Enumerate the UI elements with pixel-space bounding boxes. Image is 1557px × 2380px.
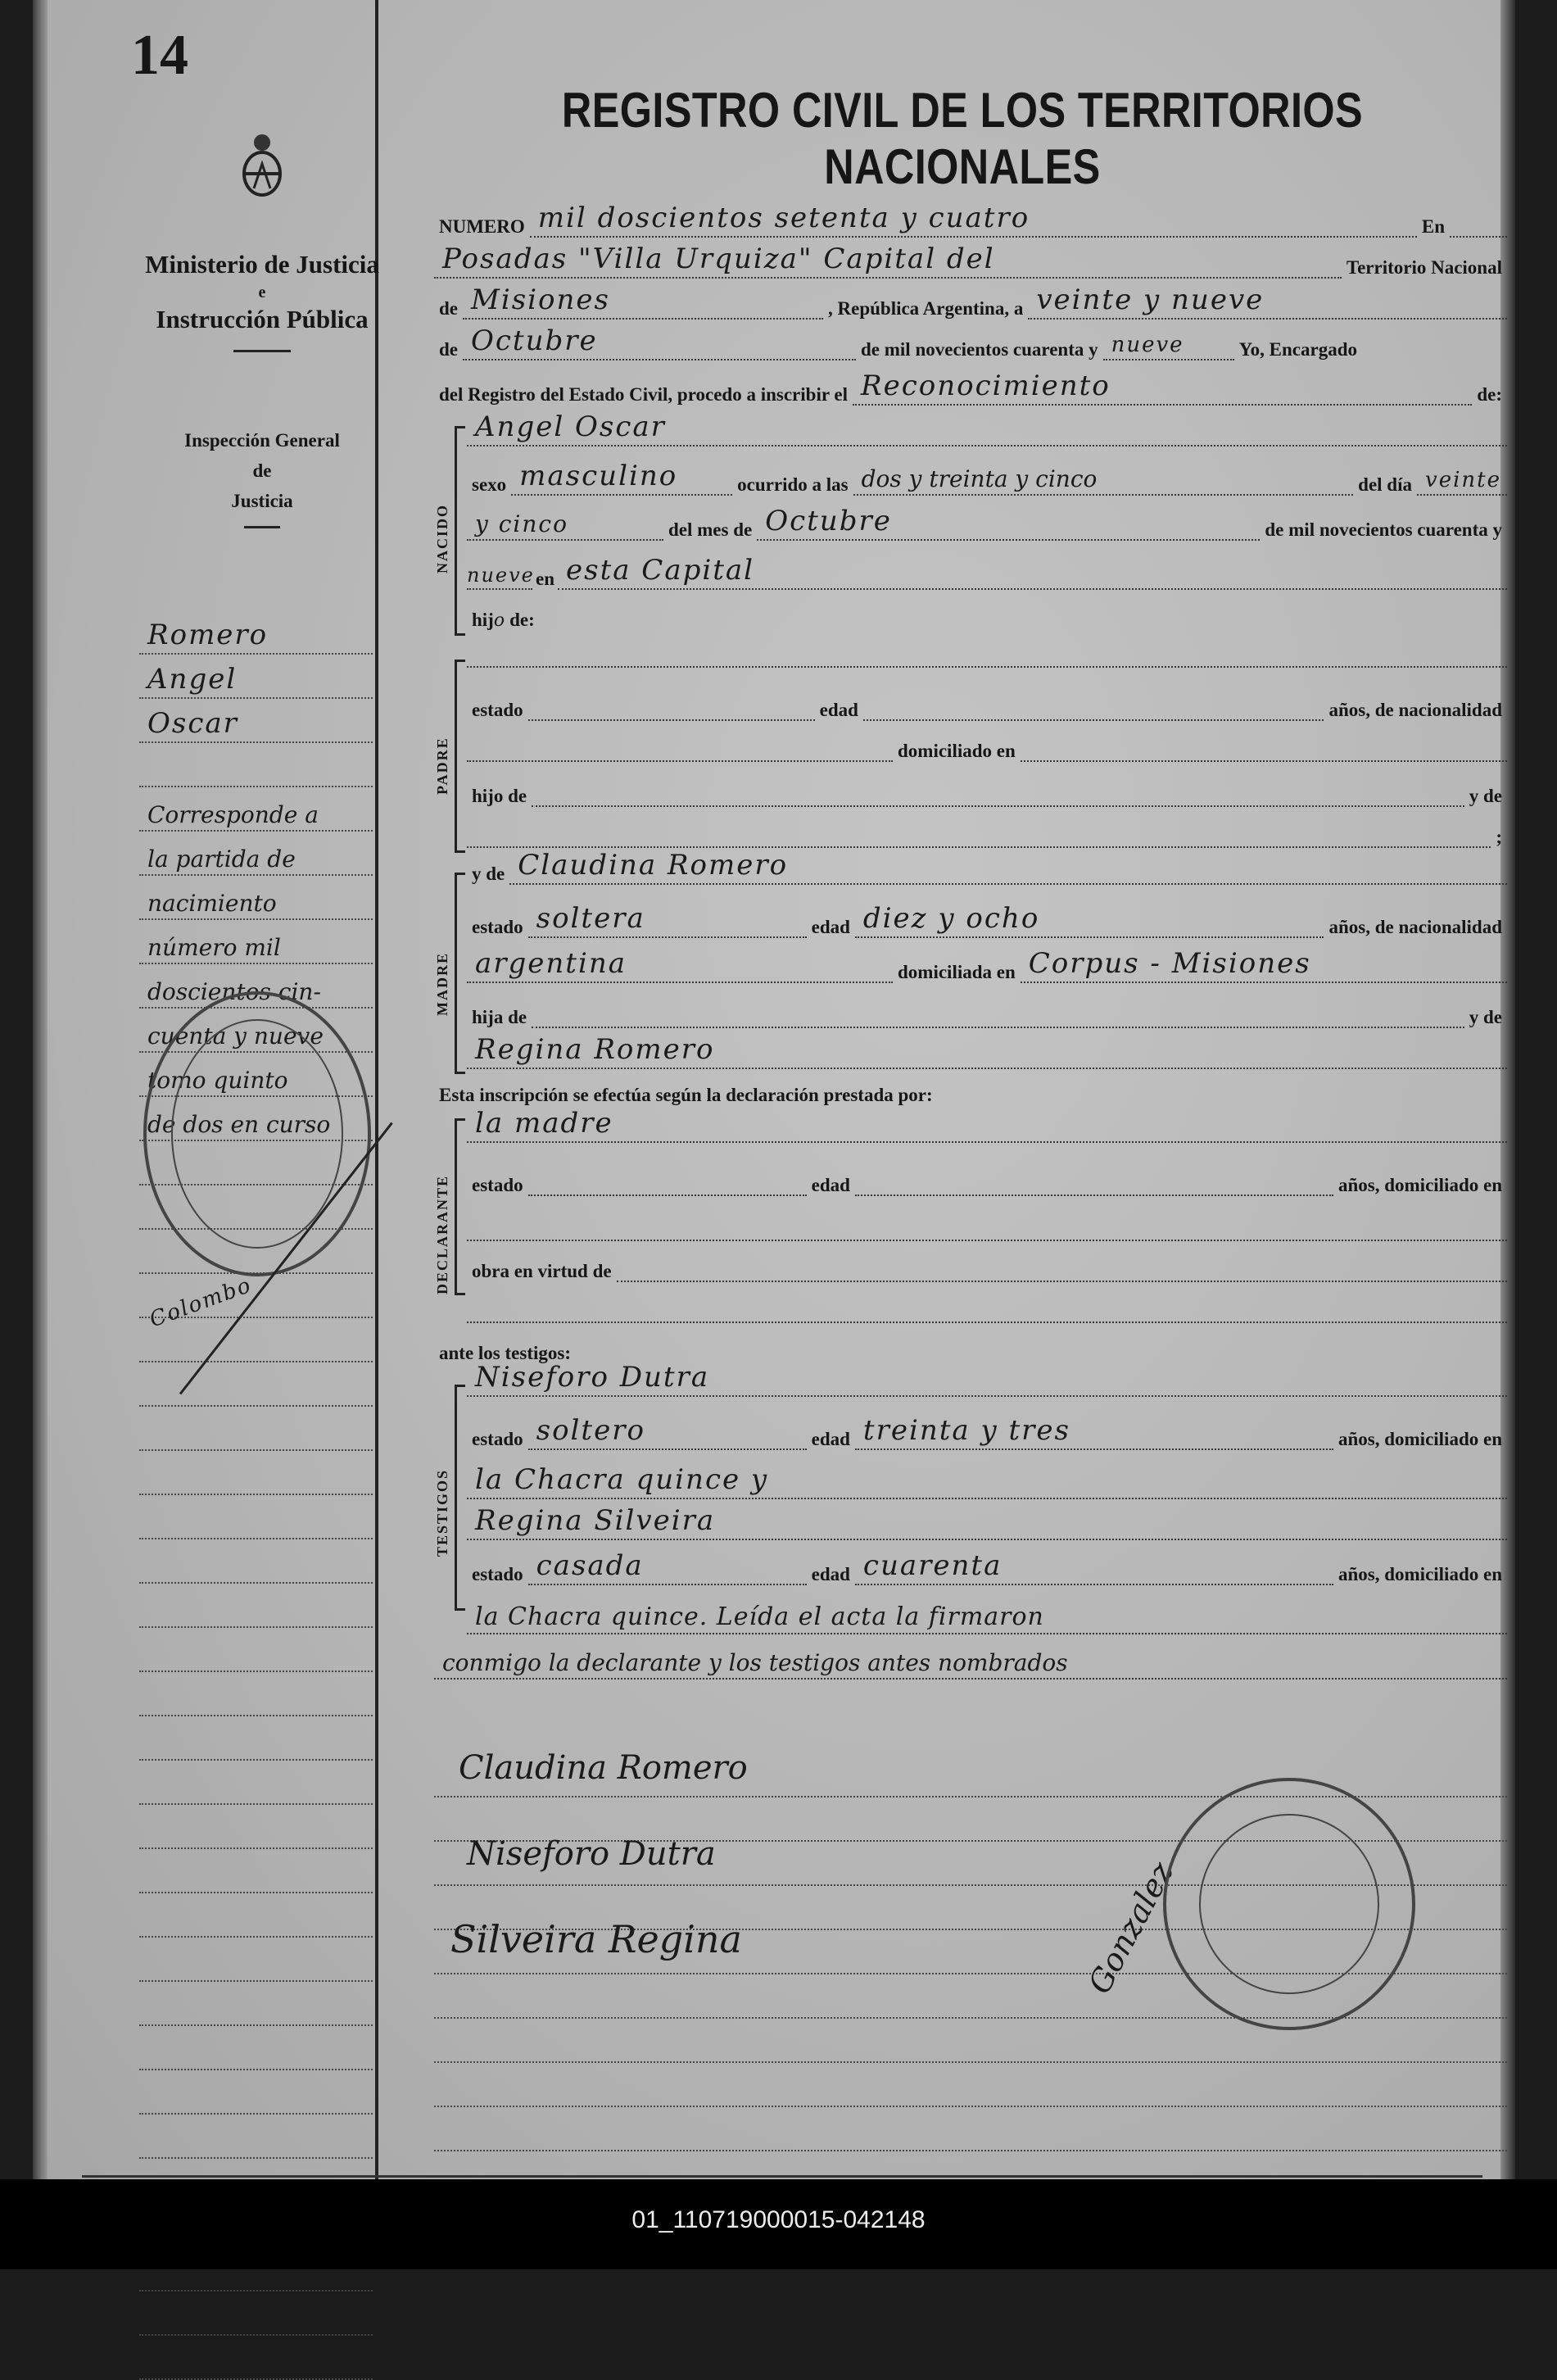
de2-label: de: [1477,384,1502,405]
padre-y-de-label: y de [1469,786,1502,806]
madre-hija-de-label: hija de [472,1007,527,1027]
dia-value: veinte y nueve [1036,283,1265,316]
signature-declarante: Claudina Romero [459,1749,748,1787]
form-row-madre-hija-de [467,995,1507,1028]
page-title: REGISTRO CIVIL DE LOS TERRITORIOS NACIONALES [561,83,1364,194]
testigo-2-domicilio: la Chacra quince. Leída el acta la firmaron [475,1603,1044,1631]
form-row-padre-hijo-de [467,774,1507,807]
testigo-2-edad-label: edad [811,1564,850,1584]
nombre-value: Angel Oscar [475,410,666,443]
madre-estado-label: estado [472,917,523,937]
numero-label: NUMERO [439,216,525,237]
form-row-padre-estado [467,688,1507,721]
madre-domicilio-value: Corpus - Misiones [1028,947,1311,980]
form-row-fecha [434,324,1507,360]
de-label: de [439,298,458,319]
inspeccion-line-3: Justicia [231,490,293,511]
declarante-domiciliado-label: años, domiciliado en [1337,1175,1502,1195]
anio-value: nueve [1111,333,1184,357]
sexo-value: masculino [519,460,678,492]
madre-section-label: MADRE [434,952,450,1016]
signature-testigo-1: Niseforo Dutra [467,1835,716,1873]
ocurrido-label: ocurrido a las [737,474,849,495]
form-row-mes-nacimiento [467,505,1507,541]
form-row-sexo [467,460,1507,496]
form-row-declaracion [434,1073,1507,1106]
form-row-testigo-1-estado [467,1414,1507,1450]
madre-edad-value: diez y ocho [862,902,1040,935]
padre-bracket [455,660,465,853]
testigo-2-estado-label: estado [472,1564,523,1584]
madre-y-de-label: y de [472,864,505,884]
coat-of-arms-icon [238,131,287,200]
margin-note: de dos en curso [147,1111,331,1138]
inspeccion-heading [156,426,369,538]
hijo-label: hij [472,610,494,630]
testigo-1-estado-label: estado [472,1429,523,1449]
testigo-1-domicilio: la Chacra quince y [475,1463,769,1496]
numero-value: mil doscientos setenta y cuatro [537,202,1030,234]
margin-note: la partida de [147,845,296,873]
acto-value: Reconocimiento [860,369,1111,402]
divider-rule [244,526,280,528]
madre-edad-label: edad [811,917,850,937]
book-binding [33,0,48,2179]
padre-domiciliado-label: domiciliado en [898,741,1016,761]
margin-note: Angel [147,663,238,696]
form-row-declarante-estado [467,1163,1507,1196]
anio-nacimiento-label: de mil novecientos cuarenta y [1265,519,1502,540]
madre-y-de2-label: y de [1469,1007,1502,1027]
margin-note: Oscar [147,707,238,740]
testigos-section-label: TESTIGOS [434,1468,450,1557]
form-row-madre-nombre [467,849,1507,885]
folio-number: 14 [131,24,188,87]
inspeccion-line-2: de [252,460,272,481]
signature-testigo-2: Silveira Regina [450,1917,742,1961]
lugar-nacimiento-value: esta Capital [566,554,755,587]
madre-domiciliada-label: domiciliada en [898,962,1016,982]
anio-label: de mil novecientos cuarenta y [861,339,1098,360]
form-row-testigos-label [434,1331,1507,1364]
form-row-nombre [467,410,1507,447]
testigo-1-edad: treinta y tres [862,1414,1070,1447]
form-row-cierre [434,1647,1507,1680]
padre-hijo-de-label: hijo de [472,786,527,806]
form-row-testigo-1-domicilio [467,1463,1507,1499]
padre-semicolon: ; [1496,827,1502,847]
margin-notes [139,610,373,2380]
registry-seal-stamp [1163,1778,1415,2030]
form-row-padre-nombre [467,635,1507,668]
form-row-declarante-nombre [467,1107,1507,1143]
form-row-madre-domicilio [467,947,1507,983]
declarante-section-label: DECLARANTE [434,1174,450,1294]
ministry-conjunction: e [258,283,266,301]
republica-label: , República Argentina, a [828,298,1024,319]
mes-value: Octubre [471,324,598,357]
madre-bracket [455,873,465,1074]
territorio-label: Territorio Nacional [1346,257,1502,278]
form-row-testigo-2-domicilio [467,1602,1507,1634]
lugar-value: Posadas "Villa Urquiza" Capital del [442,243,995,275]
padre-section-label: PADRE [434,737,450,795]
testigo-2-estado: casada [536,1549,644,1582]
testigo-1-edad-label: edad [811,1429,850,1449]
testigo-1-dom-label: años, domiciliado en [1337,1429,1502,1449]
margin-note: tomo quinto [147,1067,288,1094]
form-row-testigo-1-nombre [467,1361,1507,1397]
testigos-label: ante los testigos: [439,1343,571,1363]
dia-value-a: veinte [1425,468,1501,492]
del-mes-label: del mes de [668,519,753,540]
de-label: de [439,339,458,360]
form-row-testigo-2-estado [467,1549,1507,1585]
anio-nacimiento-value: nueve [467,564,535,587]
declarante-estado-label: estado [472,1175,523,1195]
declarante-nombre-value: la madre [475,1107,613,1140]
margin-note: cuenta y nueve [147,1022,324,1049]
madre-nacionalidad-label: años, de nacionalidad [1328,917,1502,937]
hijo-suffix: o [493,610,505,631]
form-row-declarante-blank-2 [467,1290,1507,1323]
territorio-value: Misiones [471,283,610,316]
signature-encargado: Gonzalez [1081,1856,1181,2000]
divider-rule [233,350,291,352]
madre-nombre-value: Claudina Romero [518,849,789,882]
form-row-madre-abuela [467,1033,1507,1069]
form-row-lugar-nacimiento [467,554,1507,590]
margin-note: número mil [147,934,281,961]
form-row-declarante-blank [467,1208,1507,1241]
hijo-de-label: de: [509,610,535,630]
hora-value: dos y treinta y cinco [861,465,1098,492]
declaracion-label: Esta inscripción se efectúa según la declaración prestada por: [439,1085,933,1105]
inspeccion-line-1: Inspección General [184,430,340,451]
form-row-hijo [467,598,1507,631]
ministry-heading [98,246,426,364]
padre-nacionalidad-label: años, de nacionalidad [1328,700,1502,720]
madre-nacionalidad-value: argentina [475,947,627,980]
declarante-obra-label: obra en virtud de [472,1261,612,1281]
form-row-padre-domicilio [467,729,1507,762]
madre-de-value: Regina Romero [475,1033,715,1066]
image-caption: 01_110719000015-042148 [0,2179,1557,2269]
madre-estado-value: soltera [536,902,645,935]
margin-note: nacimiento [147,890,277,917]
margin-signature: Colombo [146,1272,256,1333]
dia-value-b: y cinco [475,510,568,537]
form-row-territorio [434,283,1507,320]
en-label: En [1421,216,1445,237]
testigo-2-edad: cuarenta [862,1549,1003,1582]
form-row-acto [434,369,1507,406]
yo-label: Yo, Encargado [1238,339,1358,360]
padre-edad-label: edad [819,700,858,720]
testigo-2-dom-label: años, domiciliado en [1337,1564,1502,1584]
ministry-line-1: Ministerio de Justicia [145,250,379,279]
padre-estado-label: estado [472,700,523,720]
form-row-testigo-2-nombre [467,1504,1507,1540]
ministry-line-2: Instrucción Pública [156,304,369,333]
nacido-section-label: NACIDO [434,503,450,573]
declarante-bracket [455,1118,465,1295]
testigo-1-nombre: Niseforo Dutra [475,1361,710,1394]
form-row-madre-estado [467,902,1507,938]
del-dia-label: del día [1358,474,1412,495]
form-row-lugar [434,243,1507,279]
testigos-bracket [455,1385,465,1611]
form-row-declarante-obra [467,1249,1507,1282]
declarante-edad-label: edad [811,1175,850,1195]
official-seal-stamp [143,991,371,1276]
registro-label: del Registro del Estado Civil, procedo a inscribir el [439,384,848,405]
form-row-padre-final [467,815,1507,848]
register-page [33,0,1515,2179]
margin-note: Romero [147,619,269,651]
nacido-bracket [455,426,465,636]
margin-note: doscientos cin- [147,978,321,1005]
testigo-1-estado: soltero [536,1414,645,1447]
sexo-label: sexo [472,474,507,495]
form-row-numero [434,202,1507,238]
margin-note: Corresponde a [147,801,319,828]
testigo-2-nombre: Regina Silveira [475,1504,716,1537]
cierre-texto: conmigo la declarante y los testigos antes nombrados [442,1649,1068,1676]
en-label: en [536,569,554,589]
mes-nacimiento-value: Octubre [765,505,892,537]
